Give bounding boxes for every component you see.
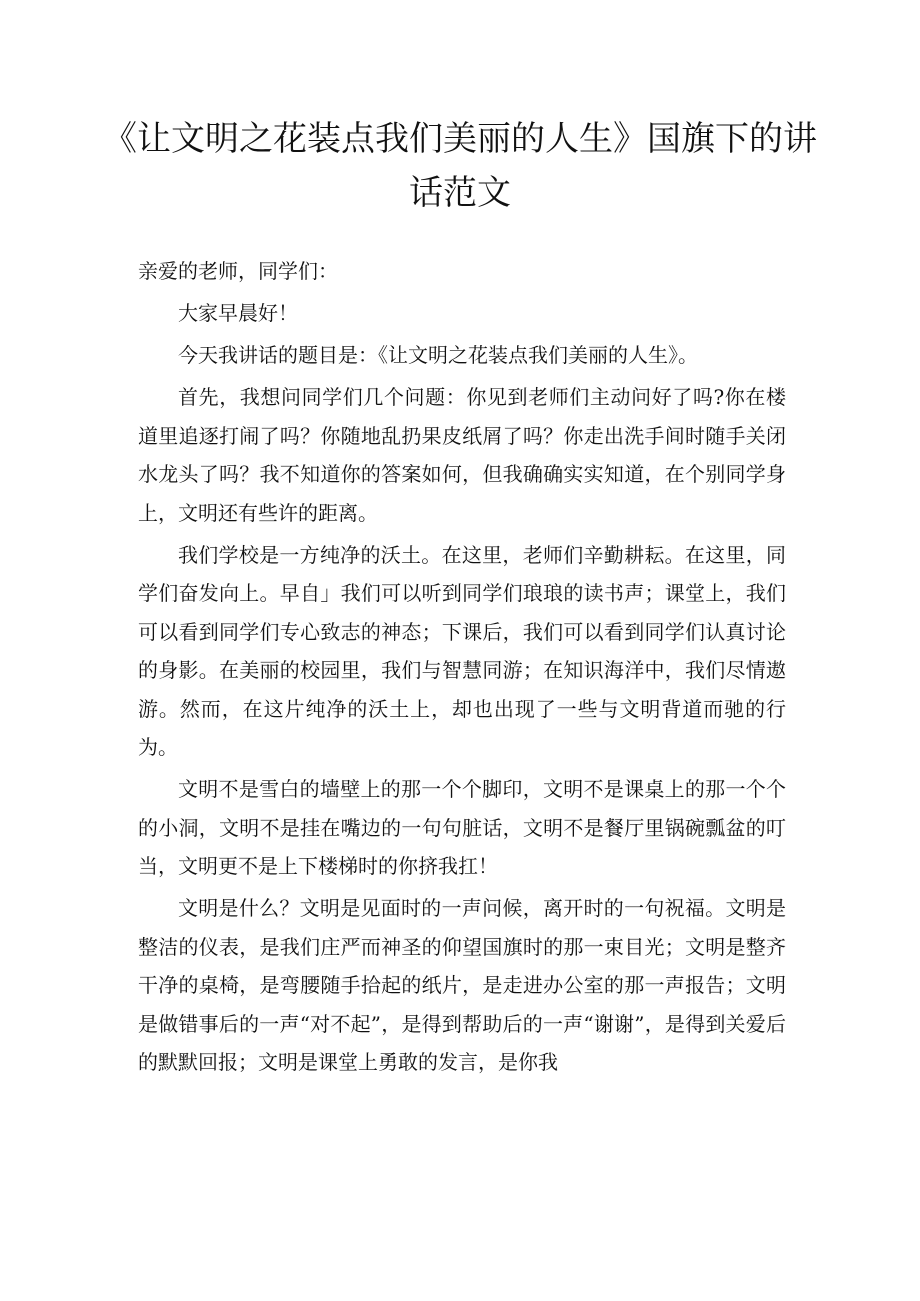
paragraph-topic: 今天我讲话的题目是：《让文明之花装点我们美丽的人生》。: [178, 343, 698, 367]
paragraph-not-civilization: 文明不是雪白的墙壁上的那一个个脚印，文明不是课桌上的那一个个的小洞，文明不是挂在嘴边的一句句脏话，文明不是餐厅里锅碗瓢盆的叮当，文明更不是上下楼梯时的你挤我扛！: [138, 777, 786, 878]
document-title: 《让文明之花装点我们美丽的人生》国旗下的讲话范文: [103, 119, 817, 213]
paragraph-school: 我们学校是一方纯净的沃土。在这里，老师们辛勤耕耘。在这里，同学们奋发向上。早自」我们可以听到同学们琅琅的读书声；课堂上，我们可以看到同学们专心致志的神态；下课后，我们可以看到同学们认真讨论的身影。在美丽的校园里，我们与智慧同游；在知识海洋中，我们尽情遨游。然而，在这片纯净的沃土上，却也出现了一些与文明背道而驰的行为。: [138, 542, 786, 759]
paragraph-greeting: 大家早晨好！: [178, 301, 298, 325]
paragraph-questions: 首先，我想问同学们几个问题：你见到老师们主动问好了吗?你在楼道里追逐打闹了吗？你随地乱扔果皮纸屑了吗？你走出洗手间时随手关闭水龙头了吗？我不知道你的答案如何，但我确确实实知道，在个别同学身上，文明还有些许的距离。: [138, 385, 786, 525]
salutation: 亲爱的老师，同学们：: [138, 259, 338, 283]
document-body: [138, 252, 786, 1085]
paragraph-what-is-civilization: 文明是什么？文明是见面时的一声问候，离开时的一句祝福。文明是整洁的仪表，是我们庄严而神圣的仰望国旗时的那一束目光；文明是整齐干净的桌椅，是弯腰随手拾起的纸片，是走进办公室的那一声报告；文明是做错事后的一声“对不起”，是得到帮助后的一声“谢谢”，是得到关爱后的默默回报；文明是课堂上勇敢的发言，是你我: [138, 896, 786, 1074]
